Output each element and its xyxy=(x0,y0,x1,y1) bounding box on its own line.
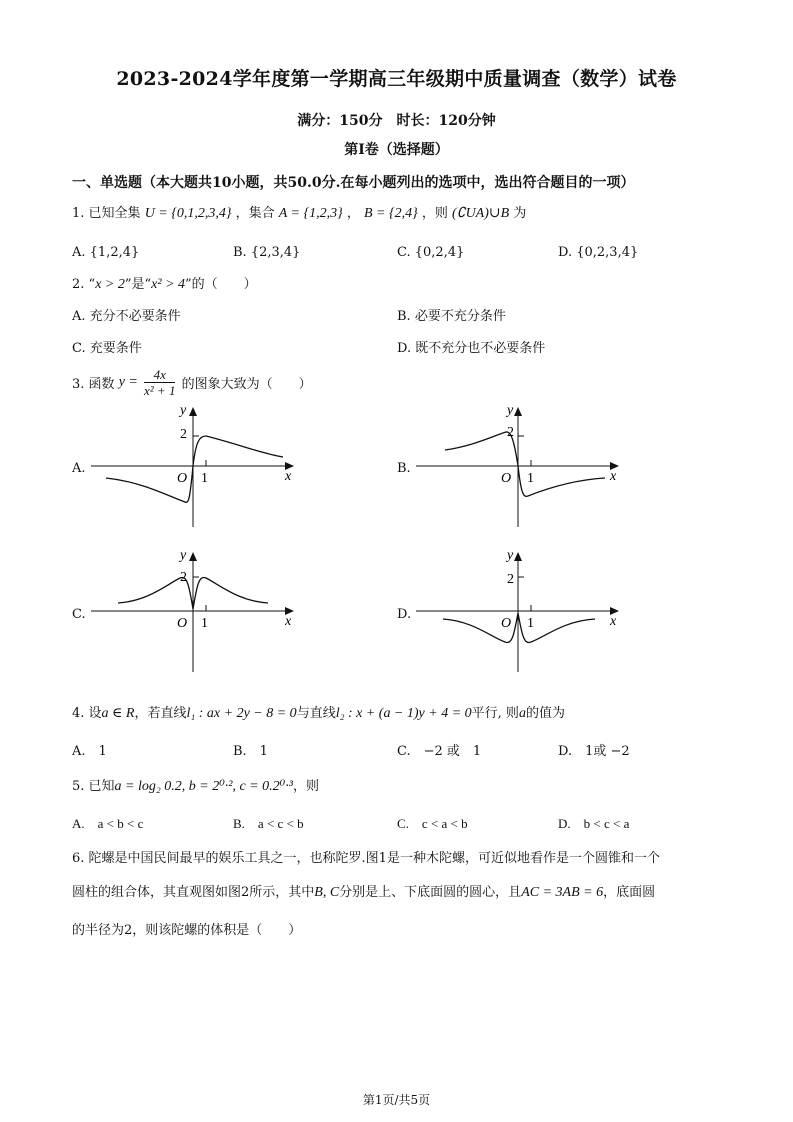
q3-option-a-label[interactable]: A. xyxy=(72,461,86,476)
q4-prefix: 4. 设 xyxy=(72,706,102,721)
q5-option-a[interactable]: A. a < b < c xyxy=(72,816,144,831)
origin-label: O xyxy=(177,616,188,631)
q4-mid-2: 与直线 xyxy=(296,706,336,721)
x-axis-label: x xyxy=(285,614,292,629)
q2-prefix: 2. “ xyxy=(72,277,96,292)
q1-mid: ，集合 xyxy=(235,206,275,221)
tick-label-2: 2 xyxy=(507,425,514,440)
q6-line-2 xyxy=(72,881,655,901)
origin-label: O xyxy=(177,471,188,486)
tick-label-1: 1 xyxy=(201,471,208,486)
q4-a-condition: a ∈ R xyxy=(101,706,135,721)
page-title: 2023-2024学年度第一学期高三年级期中质量调查（数学）试卷 xyxy=(116,68,677,90)
q3-graph-d[interactable] xyxy=(413,545,628,675)
q1-set-a: A = {1,2,3} xyxy=(278,206,343,221)
tick-label-1: 1 xyxy=(201,616,208,631)
q1-option-c[interactable]: C. {0,2,4} xyxy=(397,245,465,260)
q3-denominator: x² + 1 xyxy=(144,383,176,398)
q6-line-3: 的半径为2，则该陀螺的体积是（ ） xyxy=(72,923,302,938)
q2-suffix: ”的（ ） xyxy=(185,277,257,292)
y-axis-label: y xyxy=(180,548,187,563)
question-2 xyxy=(72,273,257,293)
score-time-info: 满分：150分 时长：120分钟 xyxy=(297,113,496,129)
tick-label-2: 2 xyxy=(180,427,187,442)
q2-mid: ”是“ xyxy=(124,277,152,292)
y-axis-label: y xyxy=(180,403,187,418)
question-5 xyxy=(72,775,319,795)
q6-line-2b: 分别是上、下底面圆的圆心，且 xyxy=(339,885,522,900)
q6-line-2c: ，底面圆 xyxy=(603,885,656,900)
q1-set-b: B = {2,4} xyxy=(364,206,418,221)
q2-option-d[interactable]: D. 既不充分也不必要条件 xyxy=(397,341,546,356)
q1-comma: ， xyxy=(346,206,360,221)
q1-option-b[interactable]: B. {2,3,4} xyxy=(233,245,301,260)
tick-label-1: 1 xyxy=(527,616,534,631)
q4-line-1: l₁ : ax + 2y − 8 = 0 xyxy=(186,706,297,721)
x-axis-label: x xyxy=(610,614,617,629)
q2-option-c[interactable]: C. 充要条件 xyxy=(72,341,142,356)
q3-numerator: 4x xyxy=(144,367,175,383)
q3-option-b-label[interactable]: B. xyxy=(397,461,411,476)
question-1 xyxy=(72,202,526,222)
q5-option-b[interactable]: B. a < c < b xyxy=(233,816,304,831)
q1-set-u: U = {0,1,2,3,4} xyxy=(144,206,232,221)
q1-then: ，则 xyxy=(421,206,448,221)
q4-line-2: l₂ : x + (a − 1)y + 4 = 0 xyxy=(335,706,472,721)
q6-bc: B, C xyxy=(314,885,340,900)
q4-mid-3: 平行, 则 xyxy=(471,706,519,721)
q6-line-1: 6. 陀螺是中国民间最早的娱乐工具之一，也称陀罗.图1是一种木陀螺，可近似地看作是一个圆锥和一个 xyxy=(72,851,660,866)
q4-option-d[interactable]: D. 1或 −2 xyxy=(558,744,630,759)
q5-option-c[interactable]: C. c < a < b xyxy=(397,816,468,831)
tick-label-2: 2 xyxy=(507,572,514,587)
question-4 xyxy=(72,702,565,722)
q2-option-b[interactable]: B. 必要不充分条件 xyxy=(397,309,506,324)
q1-prefix: 1. 已知全集 xyxy=(72,206,141,221)
q5-expression: a = log₂ 0.2, b = 2⁰·², c = 0.2⁰·³ xyxy=(114,779,293,794)
q1-suffix: 为 xyxy=(513,206,527,221)
y-axis-label: y xyxy=(507,403,514,418)
q4-var: a xyxy=(518,706,526,721)
tick-label-2: 2 xyxy=(180,570,187,585)
q4-option-b[interactable]: B. 1 xyxy=(233,744,268,759)
q3-y: y = xyxy=(118,374,138,390)
q2-condition-2: x² > 4 xyxy=(151,277,186,292)
q3-suffix: 的图象大致为（ ） xyxy=(181,377,312,392)
q4-suffix: 的值为 xyxy=(525,706,565,721)
q2-condition-1: x > 2 xyxy=(95,277,125,292)
y-axis-label: y xyxy=(507,548,514,563)
q3-option-c-label[interactable]: C. xyxy=(72,607,86,622)
q5-suffix: ，则 xyxy=(292,779,319,794)
q5-prefix: 5. 已知 xyxy=(72,779,115,794)
q3-prefix: 3. 函数 xyxy=(72,377,115,392)
tick-label-1: 1 xyxy=(527,471,534,486)
q6-equation: AC = 3AB = 6 xyxy=(521,885,604,900)
q3-fraction xyxy=(144,367,175,398)
section-heading: 一、单选题（本大题共10小题，共50.0分.在每小题列出的选项中，选出符合题目的一项） xyxy=(72,175,635,191)
q1-option-d[interactable]: D. {0,2,3,4} xyxy=(558,245,639,260)
x-axis-label: x xyxy=(610,469,617,484)
origin-label: O xyxy=(501,616,512,631)
x-axis-label: x xyxy=(285,469,292,484)
q3-graph-a[interactable] xyxy=(88,400,303,530)
q3-graph-c[interactable] xyxy=(88,545,303,675)
q6-line-2a: 圆柱的组合体，其直观图如图2所示，其中 xyxy=(72,885,315,900)
page-footer: 第1页/共5页 xyxy=(362,1093,431,1107)
origin-label: O xyxy=(501,471,512,486)
q3-graph-b[interactable] xyxy=(413,400,628,530)
q5-option-d[interactable]: D. b < c < a xyxy=(558,816,630,831)
q4-mid-1: ，若直线 xyxy=(134,706,187,721)
q1-option-a[interactable]: A. {1,2,4} xyxy=(72,245,140,260)
q4-option-a[interactable]: A. 1 xyxy=(72,744,107,759)
question-3 xyxy=(72,367,312,398)
q4-option-c[interactable]: C. −2 或 1 xyxy=(397,744,482,759)
volume-title: 第I卷（选择题） xyxy=(344,142,449,158)
q1-expression: (∁UA)∪B xyxy=(452,206,510,221)
q2-option-a[interactable]: A. 充分不必要条件 xyxy=(72,309,181,324)
q3-option-d-label[interactable]: D. xyxy=(397,607,412,622)
